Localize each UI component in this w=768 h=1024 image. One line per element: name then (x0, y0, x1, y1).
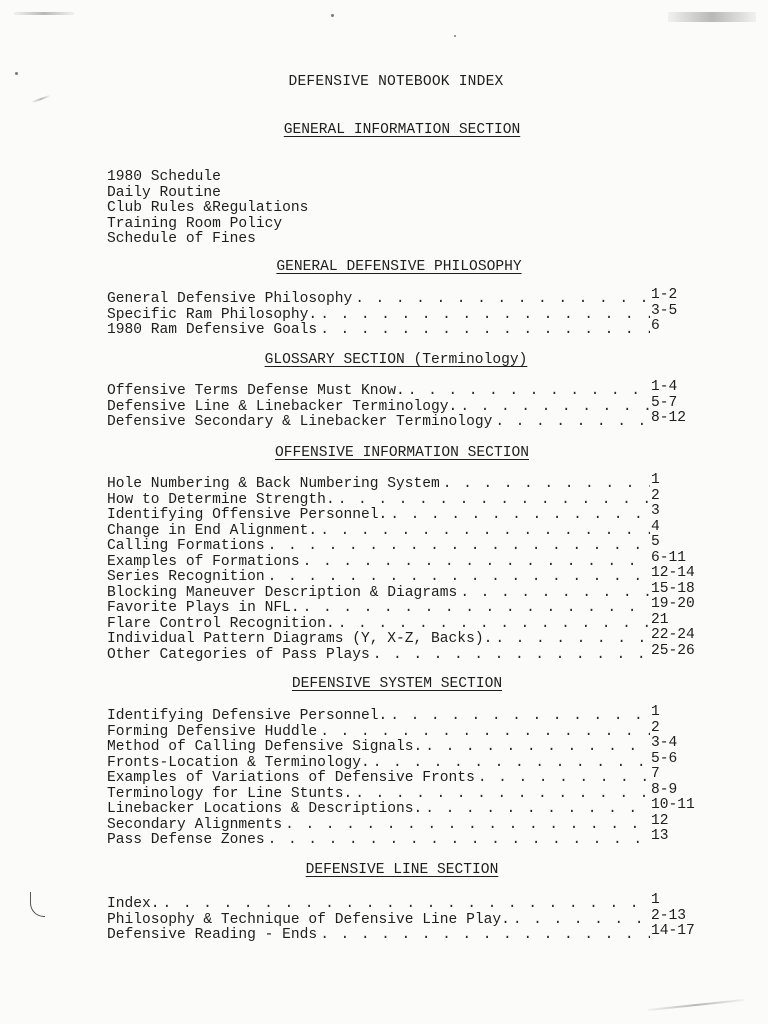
index-entry (107, 627, 707, 648)
entry-page-range: 3-4 (651, 735, 678, 751)
dot-leader (338, 617, 650, 633)
index-entry (107, 565, 707, 586)
entry-page-range: 19-20 (651, 596, 695, 612)
dot-leader (320, 725, 650, 741)
entry-label: Defensive Line & Linebacker Terminology. (107, 398, 458, 415)
entry-page-range: 1-4 (651, 379, 678, 395)
dot-leader (495, 632, 650, 648)
scan-artifact-top-right (668, 12, 756, 22)
entry-label: Forming Defensive Huddle (107, 723, 318, 740)
section-heading-defensive-line: DEFENSIVE LINE SECTION (305, 862, 499, 878)
dot-leader (373, 756, 650, 772)
entry-label: Terminology for Line Stunts. (107, 785, 353, 802)
entry-label: Defensive Secondary & Linebacker Terminology (107, 414, 493, 430)
entry-page-range: 8-12 (651, 410, 687, 426)
entry-label: Hole Numbering & Back Numbering System (107, 476, 440, 492)
entry-label: Individual Pattern Diagrams (Y, X-Z, Backs). (107, 631, 493, 647)
entry-page-range: 22-24 (651, 627, 695, 643)
index-entry (107, 719, 707, 741)
entry-page-range: 10-11 (651, 797, 695, 813)
index-entry (107, 797, 707, 818)
dot-leader (320, 928, 650, 944)
index-entry (107, 379, 707, 400)
dot-leader (443, 477, 650, 493)
entry-page-range: 12 (651, 812, 669, 829)
defensive-line-list (107, 892, 707, 944)
section-heading-general-information: GENERAL INFORMATION SECTION (283, 122, 521, 138)
index-entry (107, 828, 707, 849)
glossary-list (107, 379, 707, 431)
entry-page-range: 12-14 (651, 565, 695, 581)
entry-label: Other Categories of Pass Plays (107, 646, 370, 663)
dot-leader (320, 524, 650, 540)
entry-page-range: 2 (651, 487, 660, 504)
entry-label: General Defensive Philosophy (107, 291, 353, 307)
dot-leader (320, 308, 650, 324)
dot-leader (408, 384, 650, 400)
dot-leader (268, 570, 650, 586)
scan-artifact-top-left (14, 12, 74, 15)
general-information-list (107, 170, 707, 248)
entry-label: Philosophy & Technique of Defensive Line Play. (107, 911, 510, 928)
entry-label: Examples of Variations of Defensive Fronts (107, 770, 475, 786)
entry-page-range: 14-17 (651, 923, 695, 939)
dot-leader (320, 323, 650, 339)
scan-speck (331, 14, 334, 17)
entry-page-range: 3-5 (651, 302, 678, 319)
index-entry (107, 487, 707, 509)
entry-page-range: 5-6 (651, 750, 678, 767)
dot-leader (460, 586, 650, 602)
index-entry (107, 534, 707, 555)
index-entry (107, 472, 707, 493)
index-entry (107, 410, 707, 431)
entry-label: Flare Control Recognition. (107, 615, 335, 632)
dot-leader (425, 740, 650, 756)
entry-label: Linebacker Locations & Descriptions. (107, 801, 423, 817)
entry-page-range: 2 (651, 719, 660, 736)
entry-label: Method of Calling Defensive Signals. (107, 739, 423, 755)
entry-page-range: 7 (651, 766, 660, 782)
dot-leader (268, 833, 650, 849)
entry-label: Identifying Defensive Personnel. (107, 708, 388, 724)
index-entry (107, 611, 707, 633)
entry-page-range: 6-11 (651, 549, 687, 566)
index-entry (107, 518, 707, 540)
index-entry (107, 596, 707, 617)
index-entry (107, 287, 707, 308)
entry-label: How to Determine Strength. (107, 491, 335, 508)
list-item: 1980 Schedule (107, 169, 221, 185)
index-entry (107, 735, 707, 756)
section-heading-defensive-system: DEFENSIVE SYSTEM SECTION (291, 676, 503, 692)
index-entry (107, 704, 707, 725)
entry-page-range: 5-7 (651, 394, 678, 411)
entry-page-range: 5 (651, 534, 660, 550)
entry-page-range: 1 (651, 892, 660, 908)
entry-label: Blocking Maneuver Description & Diagrams (107, 584, 458, 601)
index-entry (107, 549, 707, 571)
list-item: Schedule of Fines (107, 231, 256, 248)
entry-label: Index. (107, 896, 160, 912)
entry-page-range: 1-2 (651, 287, 678, 303)
index-entry (107, 750, 707, 772)
entry-page-range: 1 (651, 704, 660, 720)
dot-leader (268, 539, 650, 555)
entry-page-range: 13 (651, 828, 669, 844)
index-entry (107, 923, 707, 944)
entry-label: Identifying Offensive Personnel. (107, 507, 388, 523)
entry-label: 1980 Ram Defensive Goals (107, 322, 318, 338)
entry-label: Secondary Alignments (107, 816, 283, 833)
dot-leader (390, 709, 650, 725)
index-entry (107, 766, 707, 787)
entry-page-range: 15-18 (651, 580, 695, 597)
dot-leader (390, 508, 650, 524)
entry-label: Series Recognition (107, 569, 265, 585)
dot-leader (425, 802, 650, 818)
dot-leader (478, 771, 650, 787)
entry-label: Change in End Alignment. (107, 522, 318, 539)
entry-page-range: 3 (651, 503, 660, 519)
section-heading-glossary: GLOSSARY SECTION (Terminology) (264, 352, 528, 368)
entry-page-range: 25-26 (651, 642, 695, 659)
dot-leader (303, 601, 650, 617)
entry-label: Defensive Reading - Ends (107, 927, 318, 943)
entry-page-range: 6 (651, 318, 660, 334)
dot-leader (355, 292, 650, 308)
dot-leader (338, 493, 650, 509)
scan-artifact-left-mark (32, 95, 50, 103)
dot-leader (373, 648, 650, 664)
dot-leader (355, 787, 650, 803)
defensive-system-list (107, 704, 707, 849)
entry-label: Specific Ram Philosophy. (107, 306, 318, 323)
general-defensive-philosophy-list (107, 287, 707, 339)
dot-leader (285, 818, 650, 834)
dot-leader (163, 897, 650, 913)
entry-label: Offensive Terms Defense Must Know. (107, 383, 405, 399)
dot-leader (303, 555, 650, 571)
section-heading-general-defensive-philosophy: GENERAL DEFENSIVE PHILOSOPHY (276, 259, 522, 275)
entry-page-range: 8-9 (651, 781, 678, 798)
index-entry (107, 318, 707, 339)
entry-page-range: 2-13 (651, 907, 687, 924)
scan-artifact-bottom-right (648, 999, 744, 1011)
index-entry (107, 907, 707, 929)
list-item: Training Room Policy (107, 215, 283, 232)
entry-page-range: 21 (651, 611, 669, 628)
scan-artifact-left-bracket (30, 892, 45, 917)
index-entry (107, 892, 707, 913)
offensive-information-list (107, 472, 707, 663)
index-entry (107, 503, 707, 524)
page-title: DEFENSIVE NOTEBOOK INDEX (288, 74, 504, 90)
entry-label: Fronts-Location & Terminology. (107, 754, 370, 771)
entry-page-range: 4 (651, 518, 660, 535)
index-entry (107, 580, 707, 602)
index-entry (107, 812, 707, 834)
scan-speck (454, 35, 456, 37)
entry-label: Pass Defense Zones (107, 832, 265, 848)
entry-label: Calling Formations (107, 538, 265, 554)
index-entry (107, 302, 707, 324)
index-entry (107, 642, 707, 664)
list-item: Daily Routine (107, 184, 221, 201)
entry-label: Examples of Formations (107, 553, 300, 570)
index-entry (107, 394, 707, 416)
section-heading-offensive-information: OFFENSIVE INFORMATION SECTION (275, 445, 529, 461)
index-entry (107, 781, 707, 803)
entry-page-range: 1 (651, 472, 660, 488)
dot-leader (495, 415, 650, 431)
entry-label: Favorite Plays in NFL. (107, 600, 300, 616)
dot-leader (513, 913, 650, 929)
dot-leader (460, 400, 650, 416)
list-item: Club Rules &Regulations (107, 200, 309, 217)
